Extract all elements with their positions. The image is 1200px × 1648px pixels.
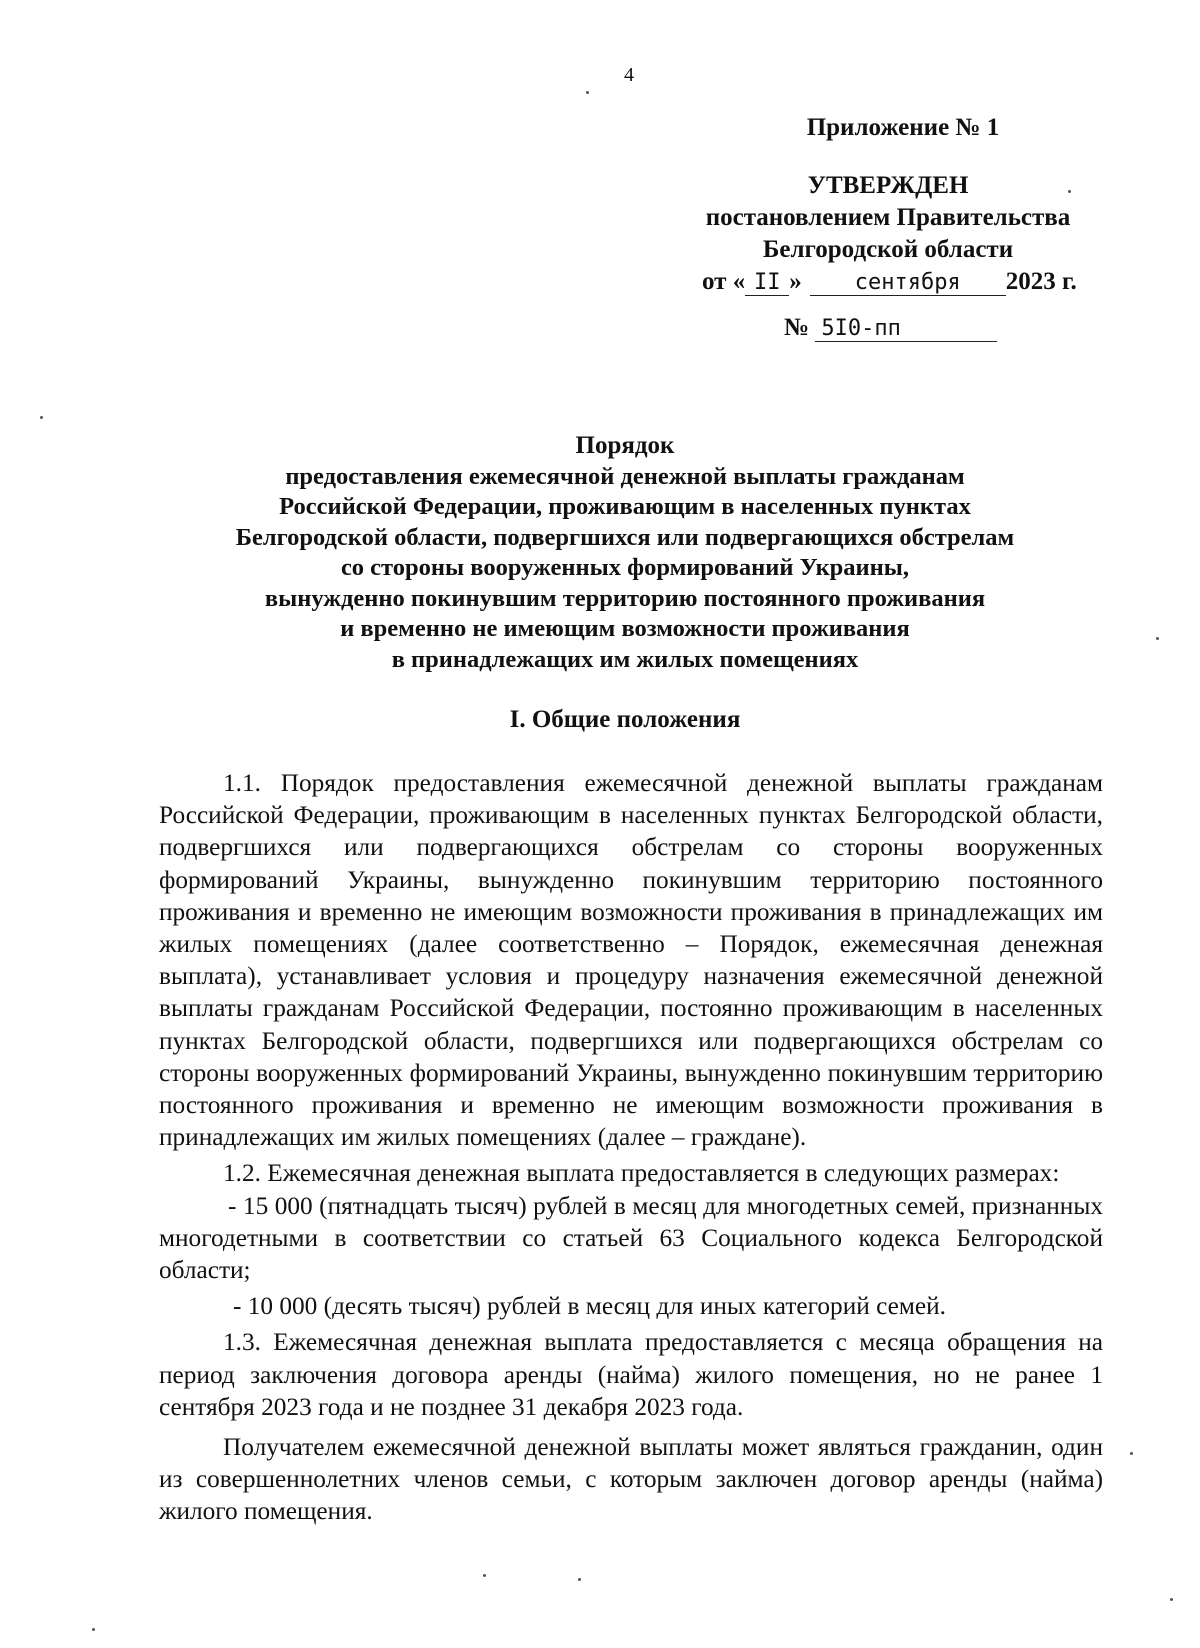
scan-speck: [483, 1574, 486, 1577]
appendix-label: Приложение № 1: [806, 114, 1000, 141]
paragraph-recipient: Получателем ежемесячной денежной выплаты может являться гражданин, один из совершеннолетних членов семьи, с которым заключен договор аренды (найма) жилого помещения.: [159, 1433, 1103, 1526]
title-line: Белгородской области, подвергшихся или подвергающихся обстрелам: [235, 523, 1015, 551]
approved-label: УТВЕРЖДЕН: [807, 172, 969, 199]
title-line: предоставления ежемесячной денежной выплаты гражданам: [285, 462, 965, 490]
paragraph-1-1: 1.1. Порядок предоставления ежемесячной денежной выплаты гражданам Российской Федерации, проживающим в населенных пунктах Белгородской области, подвергшихся или подвергающихся обстрелам со стороны вооруженных формирований Украины, вынужденно покинувшим территорию постоянного проживания и временно не имеющим возможности проживания в принадлежащих им жилых помещениях (далее соответственно – Порядок, ежемесячная денежная выплата), устанавливает условия и процедуру назначения ежемесячной денежной выплаты гражданам Российской Федерации, постоянно проживающим в населенных пунктах Белгородской области, подвергшихся или подвергающихся обстрелам со стороны вооруженных формирований Украины, вынужденно покинувшим территорию постоянного проживания и временно не имеющим возможности проживания в принадлежащих им жилых помещениях (далее – граждане).: [159, 769, 1103, 1152]
paragraph-list-item: - 15 000 (пятнадцать тысяч) рублей в месяц для многодетных семей, признанных многодетными в соответствии со статьей 63 Социального кодекса Белгородской области;: [159, 1191, 1103, 1285]
scan-speck: [92, 1628, 95, 1631]
scan-speck: [1130, 1452, 1133, 1455]
title-line: вынужденно покинувшим территорию постоянного проживания: [264, 584, 986, 612]
approved-by-line-1: постановлением Правительства: [705, 204, 1071, 231]
scan-speck: [40, 416, 43, 419]
section-heading: I. Общие положения: [509, 706, 741, 733]
date-year: 2023 г.: [1005, 268, 1077, 295]
date-mid: »: [789, 268, 802, 295]
approval-stamp: [688, 112, 1088, 344]
scan-speck: [586, 91, 589, 94]
paragraph-list-item: - 10 000 (десять тысяч) рублей в месяц для иных категорий семей.: [233, 1292, 946, 1321]
number-prefix: №: [784, 314, 810, 341]
approval-date: [702, 266, 1088, 298]
number-value: 5I0-пп: [815, 317, 997, 342]
title-line: Порядок: [575, 432, 675, 459]
approval-number: [784, 312, 1088, 344]
scan-speck: [1068, 190, 1071, 193]
document-title: [150, 431, 1100, 675]
paragraph-1-2: 1.2. Ежемесячная денежная выплата предоставляется в следующих размерах:: [223, 1159, 1060, 1188]
title-line: и временно не имеющим возможности проживания: [340, 615, 910, 642]
title-line: со стороны вооруженных формирований Украины,: [340, 554, 910, 581]
scan-speck: [1170, 1598, 1173, 1601]
title-line: Российской Федерации, проживающим в населенных пунктах: [279, 493, 971, 520]
date-prefix: от «: [702, 268, 746, 295]
paragraph-1-3: 1.3. Ежемесячная денежная выплата предоставляется с месяца обращения на период заключения договора аренды (найма) жилого помещения, но не ранее 1 сентября 2023 года и не позднее 31 декабря 2023 года.: [159, 1328, 1103, 1421]
page-number: 4: [624, 64, 634, 86]
approved-by-line-2: Белгородской области: [762, 236, 1014, 263]
date-month: сентября: [810, 271, 1006, 296]
date-day: II: [745, 271, 789, 296]
title-line: в принадлежащих им жилых помещениях: [391, 645, 859, 673]
scan-speck: [578, 1578, 581, 1581]
section-body: [159, 767, 1103, 1528]
scan-speck: [1156, 637, 1159, 640]
